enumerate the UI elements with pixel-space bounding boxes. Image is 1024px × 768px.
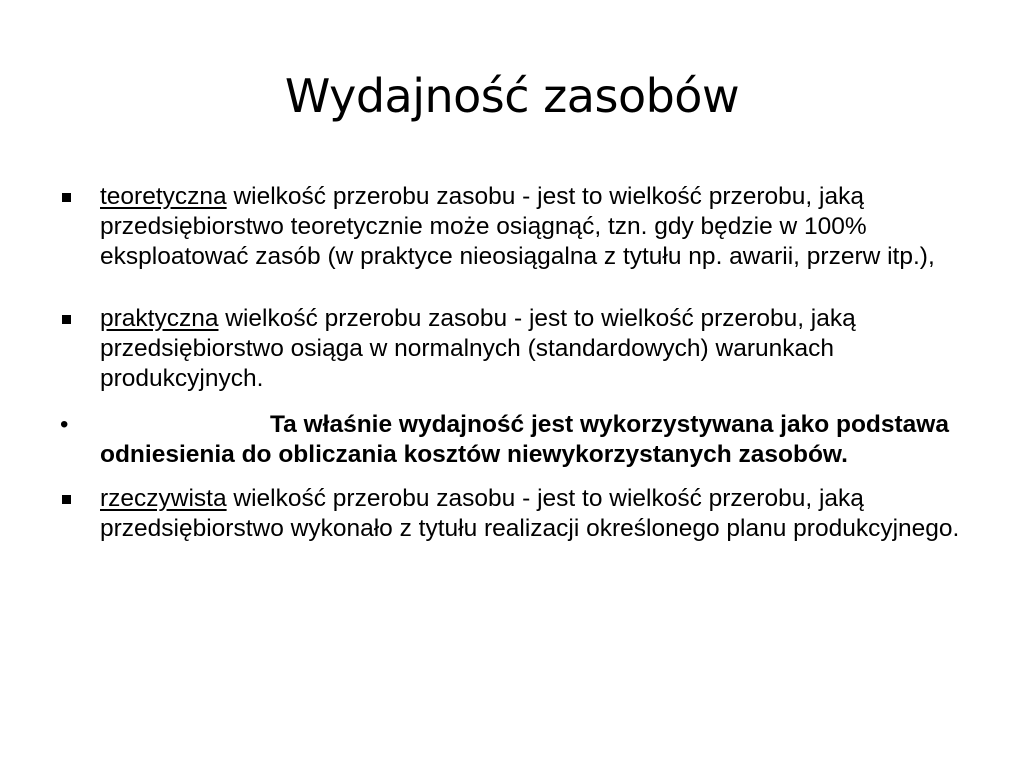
- term-practical: praktyczna: [100, 305, 219, 332]
- description-practical: wielkość przerobu zasobu - jest to wielkość przerobu, jaką przedsiębiorstwo osiąga w normalnych (standardowych) warunkach produkcyjnych.: [100, 305, 856, 392]
- item-text: [100, 485, 959, 542]
- note-content: Ta właśnie wydajność jest wykorzystywana jako podstawa odniesienia do obliczania kosztów niewykorzystanych zasobów.: [100, 411, 949, 468]
- description-actual: wielkość przerobu zasobu - jest to wielkość przerobu, jaką przedsiębiorstwo wykonało z tytułu realizacji określonego planu produkcyjnego.: [100, 485, 960, 542]
- round-bullet-icon: •: [60, 411, 69, 438]
- list-item-practical: [60, 304, 960, 394]
- list-item-actual: [60, 484, 960, 544]
- list-item-note: [60, 410, 960, 470]
- term-theoretical: teoretyczna: [100, 183, 227, 210]
- description-theoretical: wielkość przerobu zasobu - jest to wielkość przerobu, jaką przedsiębiorstwo teoretycznie może osiągnąć, tzn. gdy będzie w 100% eksploatować zasób (w praktyce nieosiągalna z tytułu np. awarii, przerw itp.),: [100, 183, 935, 270]
- term-actual: rzeczywista: [100, 485, 227, 512]
- slide-title: Wydajność zasobów: [284, 69, 740, 123]
- list-item-theoretical: [60, 182, 960, 272]
- bullet-list: [60, 182, 960, 544]
- item-text: [100, 305, 856, 392]
- item-text: [100, 183, 935, 270]
- note-text: [100, 411, 949, 468]
